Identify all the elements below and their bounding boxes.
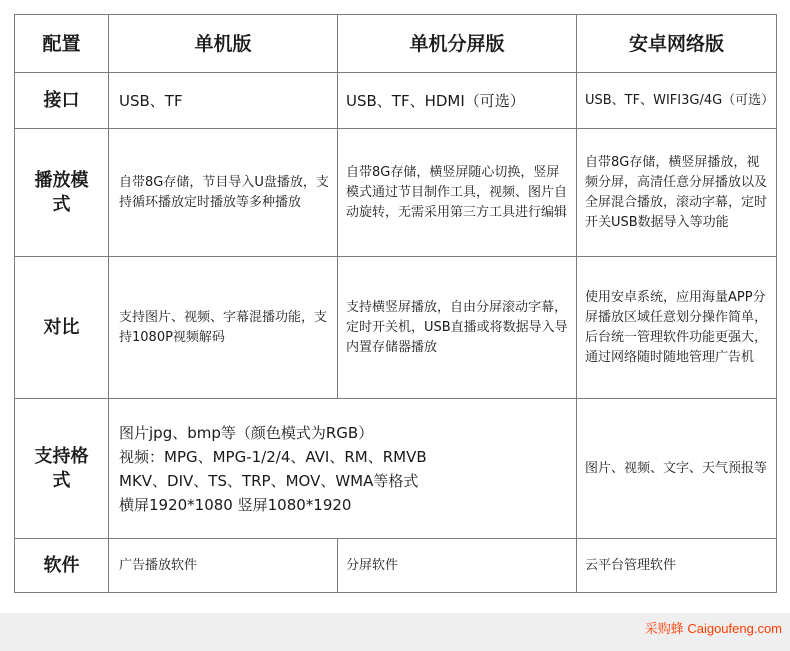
row-label-comparison: 对比	[15, 257, 109, 399]
row-label-formats: 支持格式	[15, 399, 109, 539]
formats-line-images: 图片jpg、bmp等（颜色模式为RGB）	[119, 423, 374, 442]
cell-play-mode-standalone: 自带8G存储，节目导入U盘播放，支持循环播放定时播放等多种播放	[109, 129, 338, 257]
row-interface	[15, 73, 777, 129]
cell-formats-shared	[109, 399, 577, 539]
header-corner: 配置	[15, 15, 109, 73]
header-row	[15, 15, 777, 73]
row-label-play-mode: 播放模式	[15, 129, 109, 257]
cell-software-standalone: 广告播放软件	[109, 539, 338, 593]
cell-interface-standalone: USB、TF	[109, 73, 338, 129]
cell-play-mode-split: 自带8G存储，横竖屏随心切换，竖屏模式通过节目制作工具，视频、图片自动旋转，无需采用第三方工具进行编辑	[338, 129, 577, 257]
footer-bar	[0, 613, 790, 651]
row-label-interface: 接口	[15, 73, 109, 129]
cell-comparison-split: 支持横竖屏播放，自由分屏滚动字幕，定时开关机，USB直播或将数据导入导内置存储器播放	[338, 257, 577, 399]
header-standalone: 单机版	[109, 15, 338, 73]
row-play-mode	[15, 129, 777, 257]
row-comparison	[15, 257, 777, 399]
cell-play-mode-android: 自带8G存储，横竖屏播放，视频分屏，高清任意分屏播放以及全屏混合播放，滚动字幕，定时开关USB数据导入等功能	[577, 129, 777, 257]
cell-software-android: 云平台管理软件	[577, 539, 777, 593]
cell-software-split: 分屏软件	[338, 539, 577, 593]
formats-line-resolution: 横屏1920*1080 竖屏1080*1920	[119, 495, 352, 514]
watermark-text: 采购蜂 Caigoufeng.com	[644, 621, 782, 636]
cell-formats-android: 图片、视频、文字、天气预报等	[577, 399, 777, 539]
cell-comparison-android: 使用安卓系统，应用海量APP分屏播放区域任意划分操作简单，后台统一管理软件功能更强大，通过网络随时随地管理广告机	[577, 257, 777, 399]
cell-comparison-standalone: 支持图片、视频、字幕混播功能，支持1080P视频解码	[109, 257, 338, 399]
cell-interface-split: USB、TF、HDMI（可选）	[338, 73, 577, 129]
formats-line-video-more: MKV、DIV、TS、TRP、MOV、WMA等格式	[119, 471, 419, 490]
header-split-screen: 单机分屏版	[338, 15, 577, 73]
row-formats	[15, 399, 777, 539]
spec-table	[14, 14, 777, 593]
formats-line-video: 视频：MPG、MPG-1/2/4、AVI、RM、RMVB	[119, 447, 427, 466]
cell-interface-android: USB、TF、WIFI3G/4G（可选）	[577, 73, 777, 129]
row-label-software: 软件	[15, 539, 109, 593]
row-software	[15, 539, 777, 593]
header-android-network: 安卓网络版	[577, 15, 777, 73]
